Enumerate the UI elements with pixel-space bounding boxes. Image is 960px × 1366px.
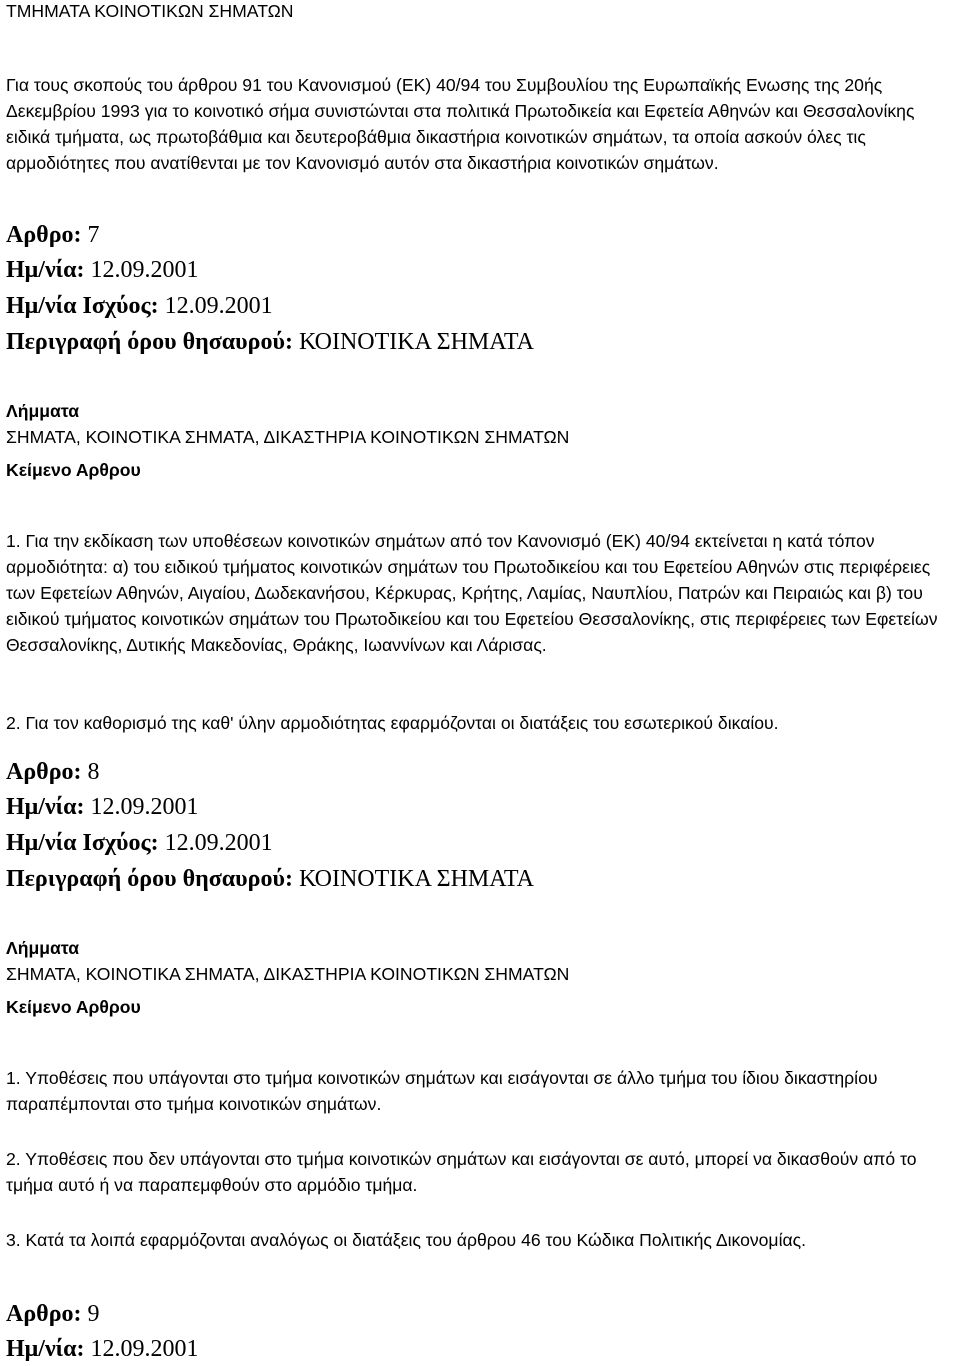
effective-date-label: Ημ/νία Ισχύος: [6,830,159,856]
article-thesaurus: ΚΟΙΝΟΤΙΚΑ ΣΗΜΑΤΑ [298,329,535,355]
article-number: 9 [87,1301,100,1327]
article-8-number-line [6,755,956,789]
article-number: 7 [87,222,100,248]
article-thesaurus: ΚΟΙΝΟΤΙΚΑ ΣΗΜΑΤΑ [298,866,535,892]
article-7-paragraph-1: 1. Για την εκδίκαση των υποθέσεων κοινοτικών σημάτων από τον Κανονισμό (ΕΚ) 40/94 εκτείνεται η κατά τόπον αρμοδιότητα: α) του ειδικού τμήματος κοινοτικών σημάτων του Πρωτοδικείου και του Εφετείου Αθηνών στις περιφέρειες των Εφετείων Αθηνών, Αιγαίου, Δωδεκανήσου, Κέρκυρας, Κρήτης, Λαμίας, Ναυπλίου, Πατρών και Πειραιώς και β) του ειδικού τμήματος κοινοτικών σημάτων του Πρωτοδικείου και του Εφετείου Θεσσαλονίκης, στις περιφέρειες των Εφετείων Θεσσαλονίκης, Δυτικής Μακεδονίας, Θράκης, Ιωαννίνων και Λάρισας. [6,530,938,655]
article-8-date-line [6,790,956,824]
keywords-heading: Λήμματα [6,401,80,421]
article-7-date-line [6,253,956,287]
article-8-paragraph-3: 3. Κατά τα λοιπά εφαρμόζονται αναλόγως οι διατάξεις του άρθρου 46 του Κώδικα Πολιτικής Δικονομίας. [6,1229,807,1250]
article-8-thesaurus-line [6,862,956,896]
article-label: Αρθρο: [6,759,82,785]
article-8-paragraph-2: 2. Υποθέσεις που δεν υπάγονται στο τμήμα κοινοτικών σημάτων και εισάγονται σε αυτό, μπορεί να δικασθούν από το τμήμα αυτό ή να παραπεμφθούν στο αρμόδιο τμήμα. [6,1148,917,1195]
date-label: Ημ/νία: [6,794,85,820]
article-effective-date: 12.09.2001 [164,830,273,856]
effective-date-label: Ημ/νία Ισχύος: [6,293,159,319]
article-7-effective-date-line [6,289,956,323]
article-number: 8 [87,759,100,785]
article-9-number-line [6,1297,956,1331]
thesaurus-label: Περιγραφή όρου θησαυρού: [6,866,293,892]
article-8-effective-date-line [6,826,956,860]
thesaurus-label: Περιγραφή όρου θησαυρού: [6,329,293,355]
article-7-keywords: ΣΗΜΑΤΑ, ΚΟΙΝΟΤΙΚΑ ΣΗΜΑΤΑ, ΔΙΚΑΣΤΗΡΙΑ ΚΟΙΝΟΤΙΚΩΝ ΣΗΜΑΤΩΝ [6,427,570,447]
article-date: 12.09.2001 [90,794,199,820]
keywords-heading: Λήμματα [6,938,80,958]
document-title: ΤΜΗΜΑΤΑ ΚΟΙΝΟΤΙΚΩΝ ΣΗΜΑΤΩΝ [6,1,294,21]
article-8-keywords: ΣΗΜΑΤΑ, ΚΟΙΝΟΤΙΚΑ ΣΗΜΑΤΑ, ΔΙΚΑΣΤΗΡΙΑ ΚΟΙΝΟΤΙΚΩΝ ΣΗΜΑΤΩΝ [6,964,570,984]
article-label: Αρθρο: [6,222,82,248]
article-text-heading: Κείμενο Αρθρου [6,460,141,480]
article-effective-date: 12.09.2001 [164,293,273,319]
article-7-number-line [6,218,956,252]
article-9-date-line [6,1332,956,1366]
article-label: Αρθρο: [6,1301,82,1327]
article-7-paragraph-2: 2. Για τον καθορισμό της καθ' ύλην αρμοδιότητας εφαρμόζονται οι διατάξεις του εσωτερικού δικαίου. [6,712,779,733]
intro-paragraph: Για τους σκοπούς του άρθρου 91 του Κανονισμού (ΕΚ) 40/94 του Συμβουλίου της Ευρωπαϊκής Ενωσης της 20ής Δεκεμβρίου 1993 για το κοινοτικό σήμα συνιστώνται στα πολιτικά Πρωτοδικεία και Εφετεία Αθηνών και Θεσσαλονίκης ειδικά τμήματα, ως πρωτοβάθμια και δευτεροβάθμια δικαστήρια κοινοτικών σημάτων, τα οποία ασκούν όλες τις αρμοδιότητες που ανατίθενται με τον Κανονισμό αυτόν στα δικαστήρια κοινοτικών σημάτων. [6,74,915,173]
date-label: Ημ/νία: [6,257,85,283]
article-date: 12.09.2001 [90,257,199,283]
article-7-thesaurus-line [6,325,956,359]
date-label: Ημ/νία: [6,1336,85,1362]
article-8-paragraph-1: 1. Υποθέσεις που υπάγονται στο τμήμα κοινοτικών σημάτων και εισάγονται σε άλλο τμήμα του ίδιου δικαστηρίου παραπέμπονται στο τμήμα κοινοτικών σημάτων. [6,1067,878,1114]
article-text-heading: Κείμενο Αρθρου [6,997,141,1017]
article-date: 12.09.2001 [90,1336,199,1362]
